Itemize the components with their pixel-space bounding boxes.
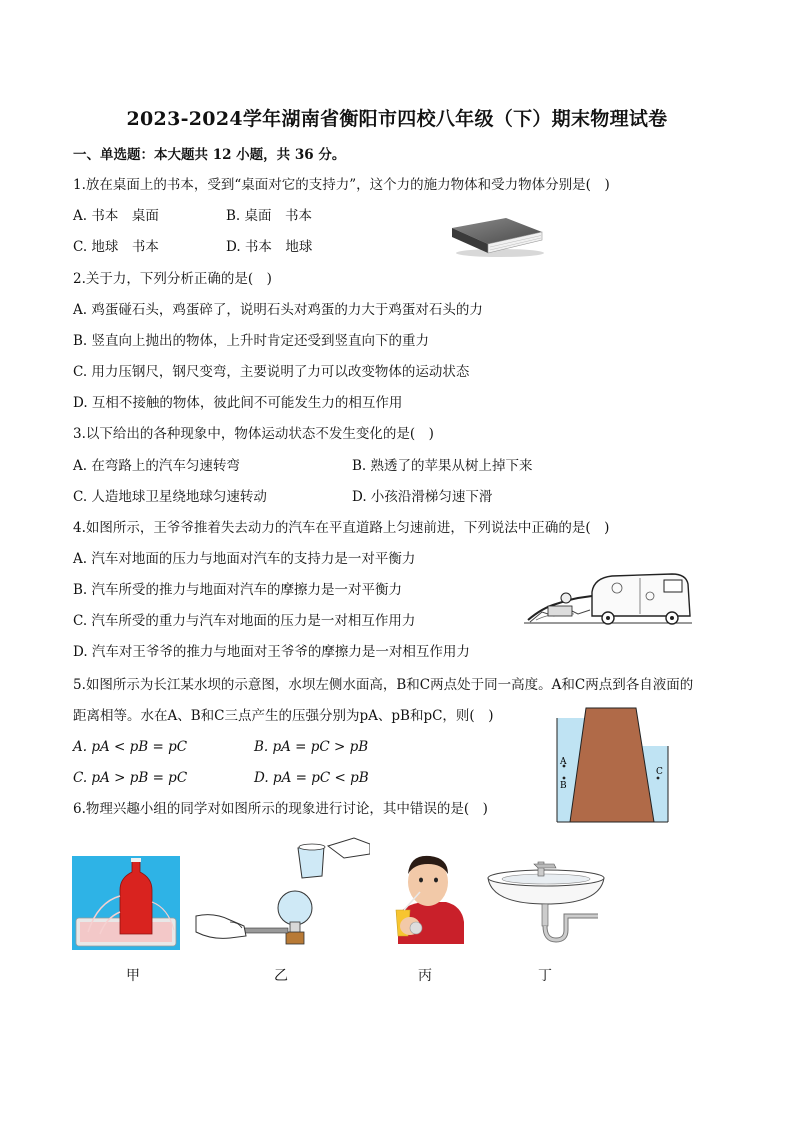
question-3-stem: 3.以下给出的各种现象中，物体运动状态不发生变化的是( )	[73, 426, 434, 442]
pushing-car-figure	[522, 570, 694, 628]
question-2-option-d: D. 互相不接触的物体，彼此间不可能发生力的相互作用	[73, 395, 403, 411]
question-1-option-d: D. 书本 地球	[226, 239, 313, 255]
point-a-label: A	[560, 757, 567, 767]
question-5-stem-line-1: 5.如图所示为长江某水坝的示意图，水坝左侧水面高，B和C两点处于同一高度。A和C两点到各自液面的	[73, 677, 694, 693]
book-figure	[446, 206, 546, 258]
question-5-option-c: C. pA > pB = pC	[73, 770, 188, 786]
question-2-option-b: B. 竖直向上抛出的物体，上升时肯定还受到竖直向下的重力	[73, 333, 430, 349]
flask-pouring-figure	[194, 836, 370, 950]
question-4-option-a: A. 汽车对地面的压力与地面对汽车的支持力是一对平衡力	[73, 551, 416, 567]
question-3-option-a: A. 在弯路上的汽车匀速转弯	[73, 458, 240, 474]
figure-caption-ding: 丁	[538, 968, 552, 984]
question-4-option-d: D. 汽车对王爷爷的推力与地面对王爷爷的摩擦力是一对相互作用力	[73, 644, 470, 660]
question-2-stem: 2.关于力，下列分析正确的是( )	[73, 271, 272, 287]
question-1-option-c: C. 地球 书本	[73, 239, 159, 255]
question-3-option-c: C. 人造地球卫星绕地球匀速转动	[73, 489, 267, 505]
section-heading: 一、单选题：本大题共 12 小题，共 36 分。	[73, 147, 346, 163]
figure-caption-yi: 乙	[274, 968, 288, 984]
question-5-stem-line-2: 距离相等。水在A、B和C三点产生的压强分别为pA、pB和pC，则( )	[73, 708, 494, 724]
question-2-option-a: A. 鸡蛋碰石头，鸡蛋碎了，说明石头对鸡蛋的力大于鸡蛋对石头的力	[73, 302, 483, 318]
figure-caption-jia: 甲	[126, 968, 140, 984]
question-1-stem: 1.放在桌面上的书本，受到“桌面对它的支持力”，这个力的施力物体和受力物体分别是( )	[73, 177, 610, 193]
page-title: 2023-2024学年湖南省衡阳市四校八年级（下）期末物理试卷	[126, 108, 668, 130]
question-3-option-d: D. 小孩沿滑梯匀速下滑	[352, 489, 493, 505]
question-6-stem: 6.物理兴趣小组的同学对如图所示的现象进行讨论，其中错误的是( )	[73, 801, 488, 817]
question-5-option-d: D. pA = pC < pB	[254, 770, 369, 786]
question-1-option-a: A. 书本 桌面	[73, 208, 159, 224]
question-4-option-c: C. 汽车所受的重力与汽车对地面的压力是一对相互作用力	[73, 613, 416, 629]
bottle-water-jet-figure	[72, 856, 180, 950]
question-4-option-b: B. 汽车所受的推力与地面对汽车的摩擦力是一对平衡力	[73, 582, 403, 598]
question-5-option-b: B. pA = pC > pB	[254, 739, 369, 755]
question-2-option-c: C. 用力压钢尺，钢尺变弯，主要说明了力可以改变物体的运动状态	[73, 364, 470, 380]
point-c-label: C	[656, 767, 663, 777]
boy-drinking-figure	[384, 852, 468, 944]
sink-trap-figure	[486, 856, 606, 946]
question-4-stem: 4.如图所示，王爷爷推着失去动力的汽车在平直道路上匀速前进，下列说法中正确的是( )	[73, 520, 610, 536]
question-3-option-b: B. 熟透了的苹果从树上掉下来	[352, 458, 533, 474]
point-b-label: B	[560, 781, 567, 791]
figure-caption-bing: 丙	[418, 968, 432, 984]
question-1-option-b: B. 桌面 书本	[226, 208, 313, 224]
dam-figure	[556, 706, 670, 824]
question-5-option-a: A. pA < pB = pC	[73, 739, 188, 755]
